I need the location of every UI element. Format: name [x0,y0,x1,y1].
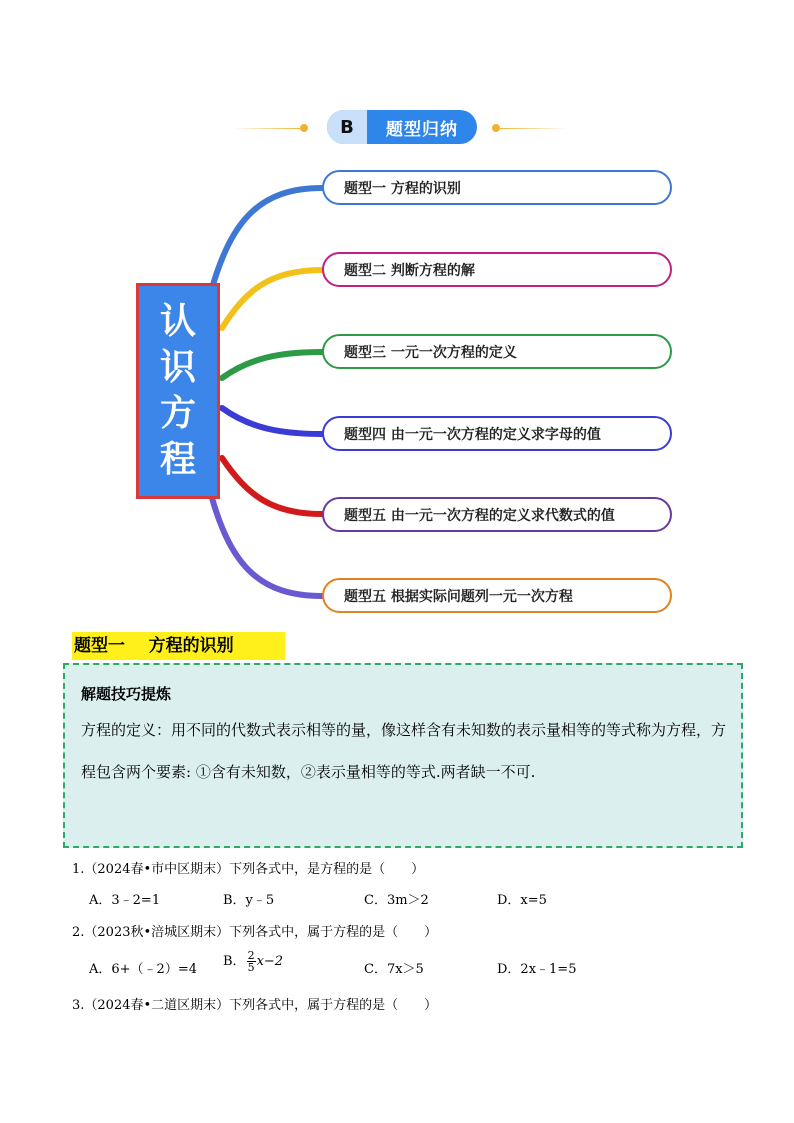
tips-box [63,663,743,848]
fraction [247,950,256,973]
center-char-2: 识 [159,347,196,388]
branch-4 [222,408,322,434]
mindmap-node-3[interactable]: 题型三 一元一次方程的定义 [322,334,672,369]
section-title: 题型一 方程的识别 [72,632,285,660]
tips-body: 方程的定义：用不同的代数式表示相等的量，像这样含有未知数的表示量相等的等式称为方程，方程包含两个要素: ①含有未知数，②表示量相等的等式.两者缺一不可. [81,721,727,781]
tips-title: 解题技巧提炼 [81,685,172,703]
question-1-stem: 1.（2024春•市中区期末）下列各式中，是方程的是（ ） [72,862,425,877]
question-2-option-b-label: B． [223,954,246,969]
question-1-option-a[interactable]: A．3﹣2=1 [89,893,161,908]
question-1-option-c[interactable]: C．3m＞2 [364,893,429,908]
mindmap-node-6[interactable]: 题型五 根据实际问题列一元一次方程 [322,578,672,613]
question-1-option-d[interactable]: D．x=5 [497,893,547,908]
center-char-1: 认 [159,301,196,342]
mindmap-node-1[interactable]: 题型一 方程的识别 [322,170,672,205]
mindmap-node-5[interactable]: 题型五 由一元一次方程的定义求代数式的值 [322,497,672,532]
question-2-option-a[interactable]: A．6+（﹣2）=4 [89,962,197,977]
question-3-stem: 3.（2024春•二道区期末）下列各式中，属于方程的是（ ） [72,998,438,1013]
fraction-numerator: 2 [247,949,255,962]
fraction-denominator: 5 [247,961,255,974]
question-2-option-c[interactable]: C．7x＞5 [364,962,424,977]
badge-letter: B [327,110,367,144]
question-2-option-d[interactable]: D．2x﹣1=5 [497,962,577,977]
question-2-stem: 2.（2023秋•涪城区期末）下列各式中，属于方程的是（ ） [72,925,438,940]
center-char-4: 程 [159,439,196,480]
mindmap-node-4[interactable]: 题型四 由一元一次方程的定义求字母的值 [322,416,672,451]
branch-2 [222,270,322,328]
question-1-option-b[interactable]: B．y﹣5 [223,893,275,908]
question-2-option-b-rest: x−2 [256,954,284,969]
branch-3 [222,352,322,378]
badge-title: 题型归纳 [386,119,458,140]
branch-5 [222,458,322,514]
mindmap-center [136,283,220,499]
mindmap-node-2[interactable]: 题型二 判断方程的解 [322,252,672,287]
center-char-3: 方 [159,393,196,434]
question-2-option-b[interactable] [223,950,283,973]
